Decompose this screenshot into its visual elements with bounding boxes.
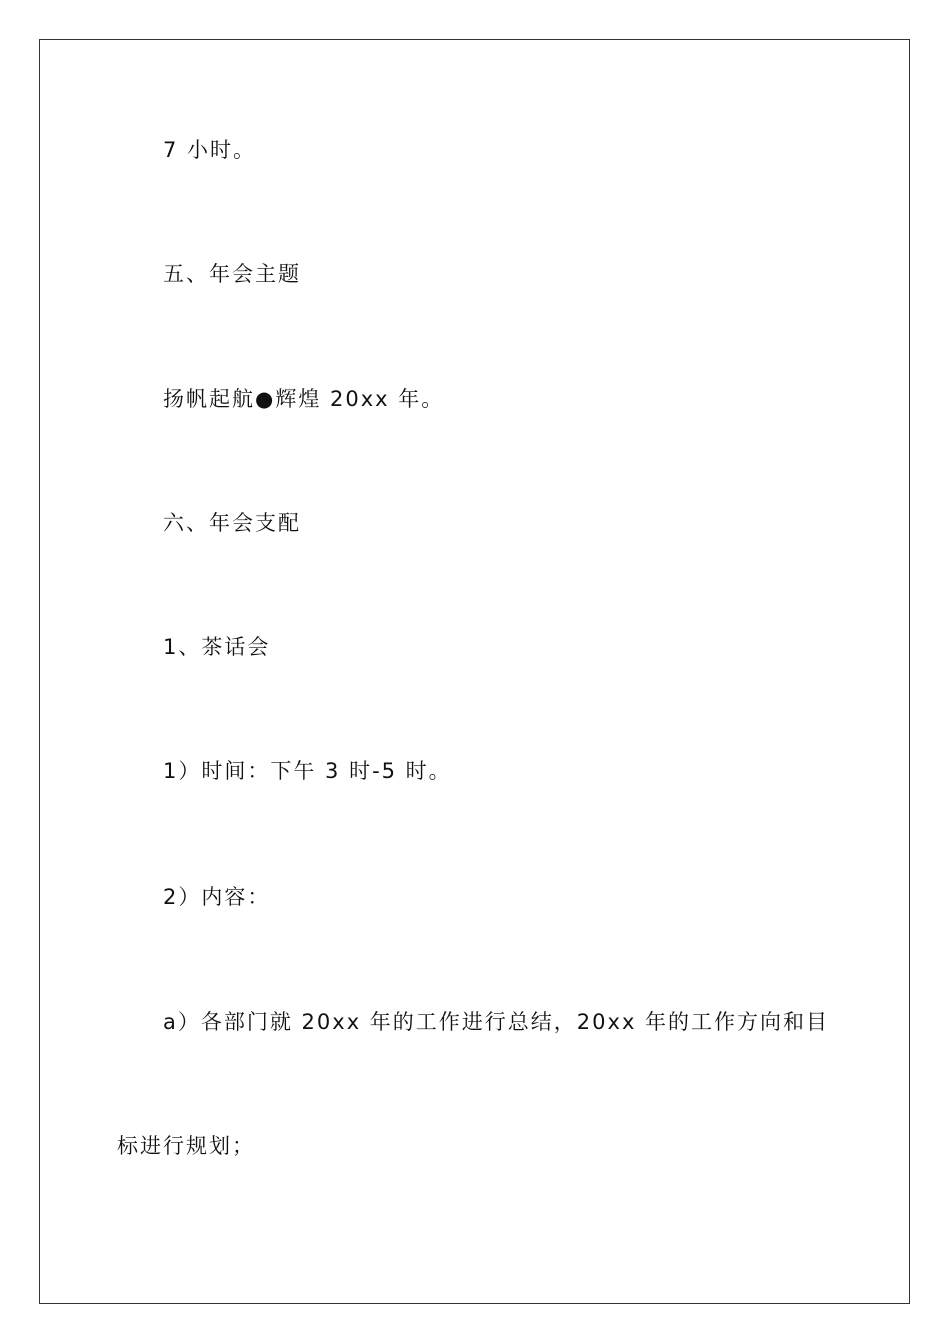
- paragraph-time: 1）时间：下午 3 时-5 时。: [163, 759, 452, 783]
- subheading-tea-party: 1、茶话会: [163, 635, 271, 659]
- heading-section-five: 五、年会主题: [163, 262, 301, 286]
- paragraph-duration: 7 小时。: [163, 138, 257, 162]
- heading-section-six: 六、年会支配: [163, 511, 301, 535]
- page-border: [39, 39, 910, 1304]
- paragraph-item-a-line1: a）各部门就 20xx 年的工作进行总结，20xx 年的工作方向和目: [163, 1010, 830, 1034]
- paragraph-theme: 扬帆起航●辉煌 20xx 年。: [163, 387, 445, 411]
- paragraph-content-label: 2）内容：: [163, 885, 271, 909]
- paragraph-item-a-line2: 标进行规划；: [117, 1134, 255, 1158]
